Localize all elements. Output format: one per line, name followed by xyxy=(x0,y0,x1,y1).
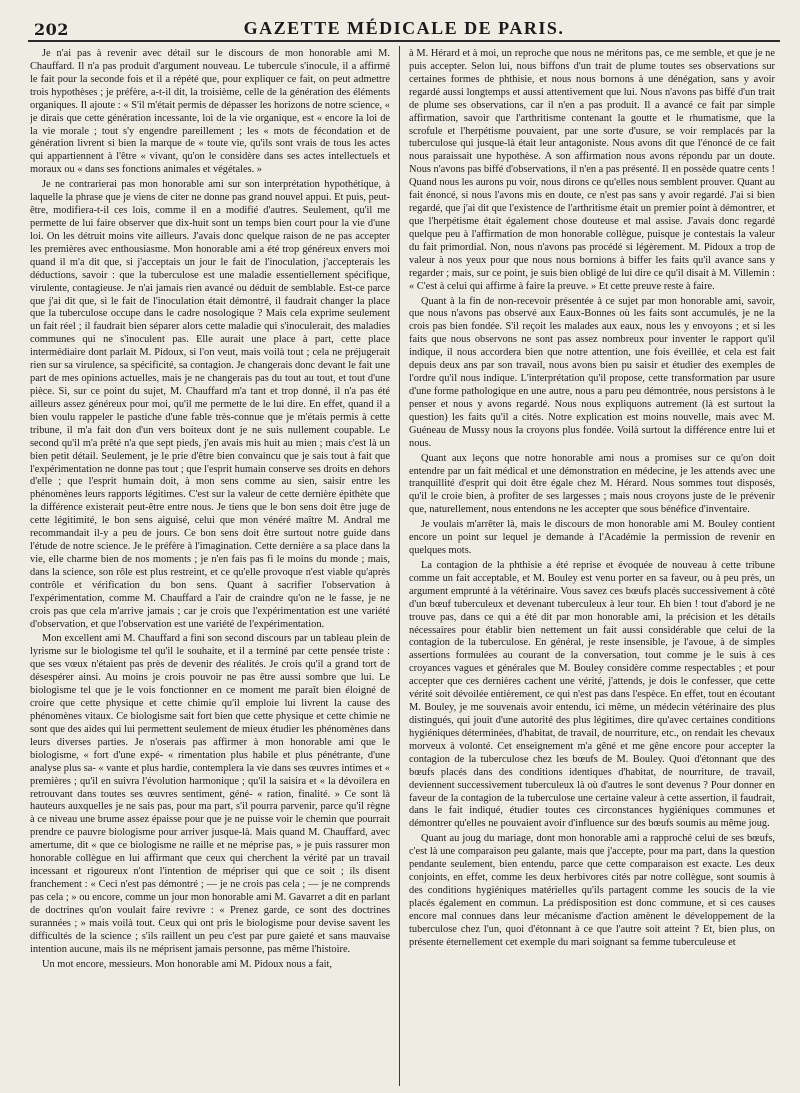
paragraph: Mon excellent ami M. Chauffard a fini son second discours par un tableau plein de lyrisme sur le biologisme tel qu'il le souhaite, et il a terminé par cette pensée triste : que ses vœux n'étaient pas près de devenir des réalités. Je crois qu'il a grand tort de désespérer ainsi. Au moins je crois pouvoir ne pas être aussi sombre que lui. Le biologisme tel que je le vois fonctionner en ce moment me paraît bien éloigné de croire que cette physique et cette chimie qu'il emploie lui livrent la cause des phénomènes vitaux. Ce biologisme sait fort bien que cette physique et cette chimie ne sont que des aides qui lui permettent seulement de mieux étudier les phénomènes dans leurs diverses parties. Je n'oserais pas affirmer à mon honorable ami que le biologisme, « fort d'une expé- « rimentation plus habile et plus pénétrante, d'une analyse plus sa- « vante et plus hardie, contemplera la vie dans ses œuvres intimes et « premières ; qu'il en suivra l'évolution harmonique ; qu'il la saisira et « la dévoilera en retrouvant dans toutes ses œuvres sentiment, géné- « ration, finalité. » Ce sont là hauteurs auxquelles je ne sais pas, pour ma part, s'il pourra parvenir, parce qu'il règne à ce niveau une brume assez épaisse pour que je ne puisse voir le chemin que pourrait prendre ce pauvre biologisme pour arriver jusque-là. Mais quand M. Chauffard, avec amertume, dit « que ce biologisme ne raille et ne méprise pas, » je puis rassurer mon honorable collègue en lui affirmant que ceux qui cherchent la vérité par un travail incessant et rigoureux n'ont l'intention de mépriser qui que ce soit ; ils disent franchement : « Ceci n'est pas démontré ; — je ne crois pas cela ; — je ne comprends pas cela ; » ou encore, comme un jour mon honorable ami M. Gavarret a dit en parlant de doctrines qu'on voulait faire revivre : « Prenez garde, ce sont des doctrines surannées ; » mais voilà tout. Ceux qui ont pris le biologisme pour devise savent les difficultés de la science ; s'ils raillent un peu c'est par pure gaieté et sans mauvaise intention aucune, mais ils ne méprisent jamais personne, pas même l'histoire. xyxy=(30,633,390,955)
header-rule xyxy=(28,40,780,42)
paragraph: Quant aux leçons que notre honorable ami nous a promises sur ce qu'on doit entendre par un fait médical et une démonstration en médecine, je les attends avec une tranquillité d'esprit qui doit être égale chez M. Hérard. Nous sommes tout disposés, qu'il le croie bien, à profiter de ses largesses ; mais nous croyons juste de le prévenir que, naturellement, nous entendons ne les accepter que sous bénéfice d'inventaire. xyxy=(409,452,775,516)
paragraph: Quant au joug du mariage, dont mon honorable ami a rapproché celui de ses bœufs, c'est là une comparaison peu galante, mais que j'accepte, pour ma part, dans la question pendante seulement, bien entendu, parce que cette comparaison est exacte. Les deux conjoints, en effet, comme les deux herbivores cités par notre collègue, sont soumis à des conditions hygiéniques matérielles qu'ils partagent comme les soucis de la vie placés également en commun. La prédisposition est donc commune, et si ces causes encore mal connues dans leur mécanisme d'action amènent le développement de la tuberculose chez l'un, quoi d'étonnant à ce que l'autre soit atteint ? Et, bien plus, on présente éternellement cet exemple du mari soignant sa femme tuberculeuse et xyxy=(409,833,775,948)
paragraph: Quant à la fin de non-recevoir présentée à ce sujet par mon honorable ami, savoir, que nous n'avons pas observé aux Eaux-Bonnes où les faits sont accumulés, je ne la crois pas bien fondée. S'il reçoit les malades aux eaux, nous les y envoyons ; et si les faits que nous observons ne sont pas assez nombreux pour inventer le rapport qu'il indique, il nous accordera bien que notre attention, une fois éveillée, et cela est fait depuis deux ans par son travail, nous avons bien pu saisir et étudier des exemples de l'ordre qu'il nous indique. L'interprétation qu'il propose, cette transformation par usure d'une forme pathologique en une autre, nous a paru peu démontrée, nous persistons à le penser et nous y avons regardé. Nous nous expliquons autrement (là est surtout la question) les faits qu'il a cités. Notre explication est moins nouvelle, mais avec M. Guéneau de Mussy nous la croyons plus fondée. Voilà surtout la différence entre lui et nous. xyxy=(409,295,775,449)
journal-title: GAZETTE MÉDICALE DE PARIS. xyxy=(243,18,565,38)
paragraph: La contagion de la phthisie a été reprise et évoquée de nouveau à cette tribune comme un fait acceptable, et M. Bouley est venu porter en sa faveur, ou à peu près, un argument emprunté à la vétérinaire. Vous savez ces bœufs placés successivement à côté d'un bœuf tuberculeux et devenant tuberculeux à leur tour. Eh bien ! tout d'abord je ne trouve pas, dans ce qui a été dit par mon honorable ami, la précision et les détails nécessaires pour établir bien nettement un fait aussi considérable que celui de la contagion de la tuberculose. En général, je reste insensible, je l'avoue, à de simples assertions formulées au courant de la conversation, tout comme je le suis à ces croyances vagues et générales que M. Bouley considère comme respectables ; et pour accepter que ces dernières cachent une vérité, j'attends, je dois le confesser, que cette vérité soit dévoilée entièrement, ce qui n'est pas dans l'espèce. En effet, tout en écoutant M. Bouley, je me souvenais avoir entendu, ici même, un médecin vétérinaire des plus distingués, qui jouit d'une autorité des plus légitimes, dire qu'avec certaines conditions hygiéniques déterminées, d'habitat, de travail, de nourriture, etc., on rendait les chevaux morveux à volonté. Cet enseignement m'a gêné et me gêne encore pour accepter la contagion de la tuberculose chez les bœufs de M. Bouley. Quoi d'étonnant que des bœufs placés dans des conditions identiques d'habitat, de nourriture, de travail, deviennent successivement tuberculeux là où d'autres le sont devenus ? Pour donner en faveur de la contagion de la tuberculose une certaine valeur à cette assertion, il faudrait, dans le fait indiqué, étudier toutes ces circonstances hygiéniques communes et démontrer qu'elles ne pouvaient avoir d'influence sur des bœufs soumis au même joug. xyxy=(409,559,775,830)
paragraph: Je ne contrarierai pas mon honorable ami sur son interprétation hypothétique, à laquelle la phrase que je viens de citer ne donne pas grand nouvel appui. Et puis, peut-être, modifiera-t-il ces lois, comme il en a modifié d'autres. Seulement, qu'il me permette de lui faire observer que dix-huit sont un temps bien court pour la vie d'une loi. On les détruit moins vite ailleurs. J'avais donc quelque raison de ne pas accepter les premières avec enthousiasme. Mon honorable ami a été trop généreux envers moi quand il m'a dit que, si j'acceptais un jour le fait de l'inoculation, j'accepterais les déductions, savoir : que la tuberculose est une maladie essentiellement spécifique, virulente, contagieuse. Je n'ai jamais rien avancé ou déduit de semblable. Est-ce parce que j'ai dit que, si le fait de l'inoculation était démontré, il faudrait changer la place que la tuberculose occupe dans le cadre nosologique ? Mais cela exprime seulement un fait réel ; il faudrait bien séparer alors cette maladie qui s'inoculerait, des maladies communes qui ne s'inoculent pas. Elle aurait une place à part, cette place intermédiaire dont parlait M. Pidoux, si l'on veut, mais voilà tout ; cela ne préjugerait rien sur sa virulence, sa spécificité, sa contagion. Je changerais donc devant le fait une part de mes opinions actuelles, mais je ne changerais pas du tout au tout, et tout d'une pièce. Si, sur ce point du sujet, M. Chauffard m'a tant et trop donné, il n'a pas été ailleurs assez généreux pour moi, qu'il me permette de le lui dire. En effet, quand il a bien voulu rappeler le pastiche d'une fable très-connue que je m'étais permis à cette tribune, il m'a fait don d'un vers boiteux dont je ne suis nullement coupable. Le second qu'il m'a prêté n'a que sept pieds, j'en avais mis huit au mien ; mais c'est là un bien petit détail. Seulement, je le prie d'être bien convaincu que je sais tout à fait que l'expérimentation ne donne pas tout ; que l'esprit humain conserve ses droits en dehors d'elle ; que l'esprit humain doit, à mon sens comme au sien, saisir entre les phénomènes leurs rapports légitimes. C'est sur la valeur de cette dernière épithète que la différence existerait peut-être entre nous. Je tiens que le bon sens doit être juge de cette légitimité, le bon sens aiguisé, celui que mon vénéré maître M. Andral me recommandait il-y a peu de jours. Ce bon sens doit être surtout notre guide dans l'étude de notre science. Je le préfère à l'imagination. Cette dernière a sa place dans la vie, elle charme bien de nos moments ; je n'en fais pas fi le moins du monde ; mais, dans la science, son rôle est plus restreint, et ce qu'elle provoque n'est viable qu'après contrôle et vérification du bon sens. Quant à sacrifier l'observation à l'expérimentation, comme M. Chauffard a l'air de craindre qu'on ne le fasse, je ne crois pas que cela m'arrive jamais ; car je crois que l'expérimentation est une variété d'observation, et que l'observation est une variété de l'expérimentation. xyxy=(30,179,390,630)
paragraph: Je voulais m'arrêter là, mais le discours de mon honorable ami M. Bouley contient encore un point sur lequel je demande à l'Académie la permission de revenir en quelques mots. xyxy=(409,519,775,557)
page-number: 202 xyxy=(34,20,69,39)
right-column xyxy=(409,48,775,1084)
page-header xyxy=(28,14,780,40)
column-divider xyxy=(399,46,400,1086)
paragraph: à M. Hérard et à moi, un reproche que nous ne méritons pas, ce me semble, et que je ne puis accepter. Selon lui, nous biffons d'un trait de plume toutes ses observations sur certaines formes de phthisie, et nous nous bornons à une dénégation, sans y avoir regardé aussi longtemps et aussi attentivement que lui. Nous n'avons pas biffé d'un trait de plume ses observations, car il n'en a pas produit. Il a avancé ce fait par simple affirmation, savoir que l'arthritisme contenant la goutte et le rhumatisme, que la scrofule et l'herpétisme pouvaient, par une sorte d'usure, se voir remplacés par la tuberculose qui jusque-là était leur antagoniste. Nous avons dit que l'énoncé de ce fait nous paraissait une hypothèse. A son affirmation nous avons répondu par un doute. Nous n'avons pas biffé d'observations, il n'en a pas présenté. Il en possède quatre cents ! Quand nous les aurons pu voir, nous dirons ce qu'elles nous semblent prouver. Quant au fait énoncé, si nous l'avons mis en doute, ce n'est pas sans y avoir regardé. J'ai si bien regardé, que j'ai dit que l'existence de l'arthritisme était un premier point à démontrer, et que l'herpétisme était également chose douteuse et mal assise. J'avais donc regardé quelque peu à l'affirmation de mon honorable collègue, puisque je contestais la valeur du fait primordial. Non, nous n'avons pas procédé si légèrement. M. Pidoux a trop de valeur à nos yeux pour que nous nous bornions à biffer les faits qu'il avance sans y regarder ; mais, sur ce point, je suis bien obligé de lui dire ce qu'il disait à M. Villemin : « C'est à celui qui affirme à faire la preuve. » Et cette preuve reste à faire. xyxy=(409,48,775,292)
left-column xyxy=(30,48,390,1084)
paragraph: Je n'ai pas à revenir avec détail sur le discours de mon honorable ami M. Chauffard. Il n'a pas produit d'argument nouveau. Le tubercule s'inocule, il a affirmé le fait pour la seconde fois et il a répété que, pour expliquer ce fait, on peut admettre trois hypothèses ; je préfère, a-t-il dit, la troisième, celle de la génération des éléments organiques. Il ajoute : « S'il m'était permis de dépasser les horizons de notre science, « je dirais que cette génération incessante, loi de la vie organique, est « encore la loi de la vie morale ; tout s'y engendre pareillement ; les « mots de fécondation et de génération livrent si bien la marque de « toute vie, qu'ils sont vrais de tous les actes qui appartiennent à l'être « vivant, qu'on le considère dans ses actes intellectuels et moraux ou « dans ses fonctions animales et végétales. » xyxy=(30,48,390,176)
paragraph: Un mot encore, messieurs. Mon honorable ami M. Pidoux nous a fait, xyxy=(42,958,333,970)
